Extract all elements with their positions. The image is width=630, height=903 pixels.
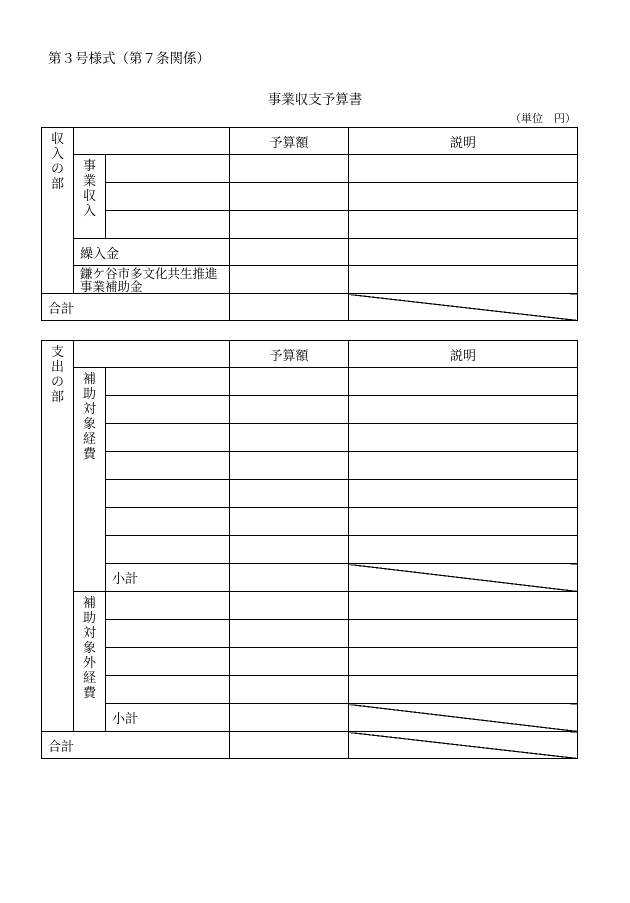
note-cell[interactable]	[349, 396, 578, 424]
expense-item-cell[interactable]	[106, 536, 230, 564]
header-note: 説明	[349, 341, 578, 368]
budget-cell[interactable]	[230, 480, 349, 508]
document-title: 事業収支予算書	[267, 92, 363, 108]
unit-note: （単位 円）	[510, 112, 576, 125]
budget-cell[interactable]	[230, 536, 349, 564]
budget-cell[interactable]	[230, 396, 349, 424]
income-table	[41, 127, 578, 321]
expense-table	[41, 340, 578, 759]
budget-cell[interactable]	[230, 620, 349, 648]
note-cell[interactable]	[349, 592, 578, 620]
note-cell[interactable]	[349, 508, 578, 536]
income-item-cell[interactable]	[106, 155, 230, 183]
expense-item-cell[interactable]	[106, 648, 230, 676]
income-group-label: 事業収入	[74, 155, 106, 239]
budget-cell[interactable]	[230, 648, 349, 676]
note-cell[interactable]	[349, 266, 578, 294]
header-budget: 予算額	[230, 341, 349, 368]
note-cell[interactable]	[349, 676, 578, 704]
expense-item-cell[interactable]	[106, 676, 230, 704]
expense-total-note-crossed	[349, 732, 578, 759]
budget-cell[interactable]	[230, 239, 349, 266]
expense-total-label: 合計	[42, 732, 230, 759]
header-budget: 予算額	[230, 128, 349, 155]
expense-group2-label: 補助対象外経費	[74, 592, 106, 732]
budget-cell[interactable]	[230, 211, 349, 239]
header-note: 説明	[349, 128, 578, 155]
note-cell[interactable]	[349, 452, 578, 480]
note-cell[interactable]	[349, 239, 578, 266]
subtotal-budget[interactable]	[230, 704, 349, 732]
expense-item-cell[interactable]	[106, 620, 230, 648]
note-cell[interactable]	[349, 480, 578, 508]
expense-group1-label: 補助対象経費	[74, 368, 106, 592]
budget-cell[interactable]	[230, 592, 349, 620]
note-cell[interactable]	[349, 648, 578, 676]
subtotal-budget[interactable]	[230, 564, 349, 592]
note-cell[interactable]	[349, 368, 578, 396]
expense-item-cell[interactable]	[106, 592, 230, 620]
note-cell[interactable]	[349, 536, 578, 564]
expense-section-label: 支出の部	[42, 341, 74, 732]
subtotal-note-crossed	[349, 564, 578, 592]
subsidy-label: 鎌ケ谷市多文化共生推進 事業補助金	[74, 266, 230, 294]
expense-item-cell[interactable]	[106, 368, 230, 396]
income-section-label: 収入の部	[42, 128, 74, 294]
expense-item-cell[interactable]	[106, 396, 230, 424]
budget-cell[interactable]	[230, 676, 349, 704]
expense-item-cell[interactable]	[106, 508, 230, 536]
budget-cell[interactable]	[230, 452, 349, 480]
note-cell[interactable]	[349, 211, 578, 239]
note-cell[interactable]	[349, 183, 578, 211]
budget-cell[interactable]	[230, 183, 349, 211]
income-total-note-crossed	[349, 294, 578, 321]
note-cell[interactable]	[349, 620, 578, 648]
budget-cell[interactable]	[230, 424, 349, 452]
budget-cell[interactable]	[230, 155, 349, 183]
header-blank	[74, 341, 230, 368]
note-cell[interactable]	[349, 155, 578, 183]
budget-cell[interactable]	[230, 508, 349, 536]
expense-total-budget[interactable]	[230, 732, 349, 759]
header-blank	[74, 128, 230, 155]
expense-item-cell[interactable]	[106, 480, 230, 508]
income-item-cell[interactable]	[106, 183, 230, 211]
form-number: 第３号様式（第７条関係）	[48, 51, 210, 67]
expense-item-cell[interactable]	[106, 424, 230, 452]
income-total-label: 合計	[42, 294, 230, 321]
note-cell[interactable]	[349, 424, 578, 452]
subtotal-label: 小計	[106, 564, 230, 592]
income-total-budget[interactable]	[230, 294, 349, 321]
expense-item-cell[interactable]	[106, 452, 230, 480]
budget-cell[interactable]	[230, 266, 349, 294]
income-item-cell[interactable]	[106, 211, 230, 239]
budget-cell[interactable]	[230, 368, 349, 396]
subtotal-label: 小計	[106, 704, 230, 732]
subtotal-note-crossed	[349, 704, 578, 732]
transfer-label: 繰入金	[74, 239, 230, 266]
